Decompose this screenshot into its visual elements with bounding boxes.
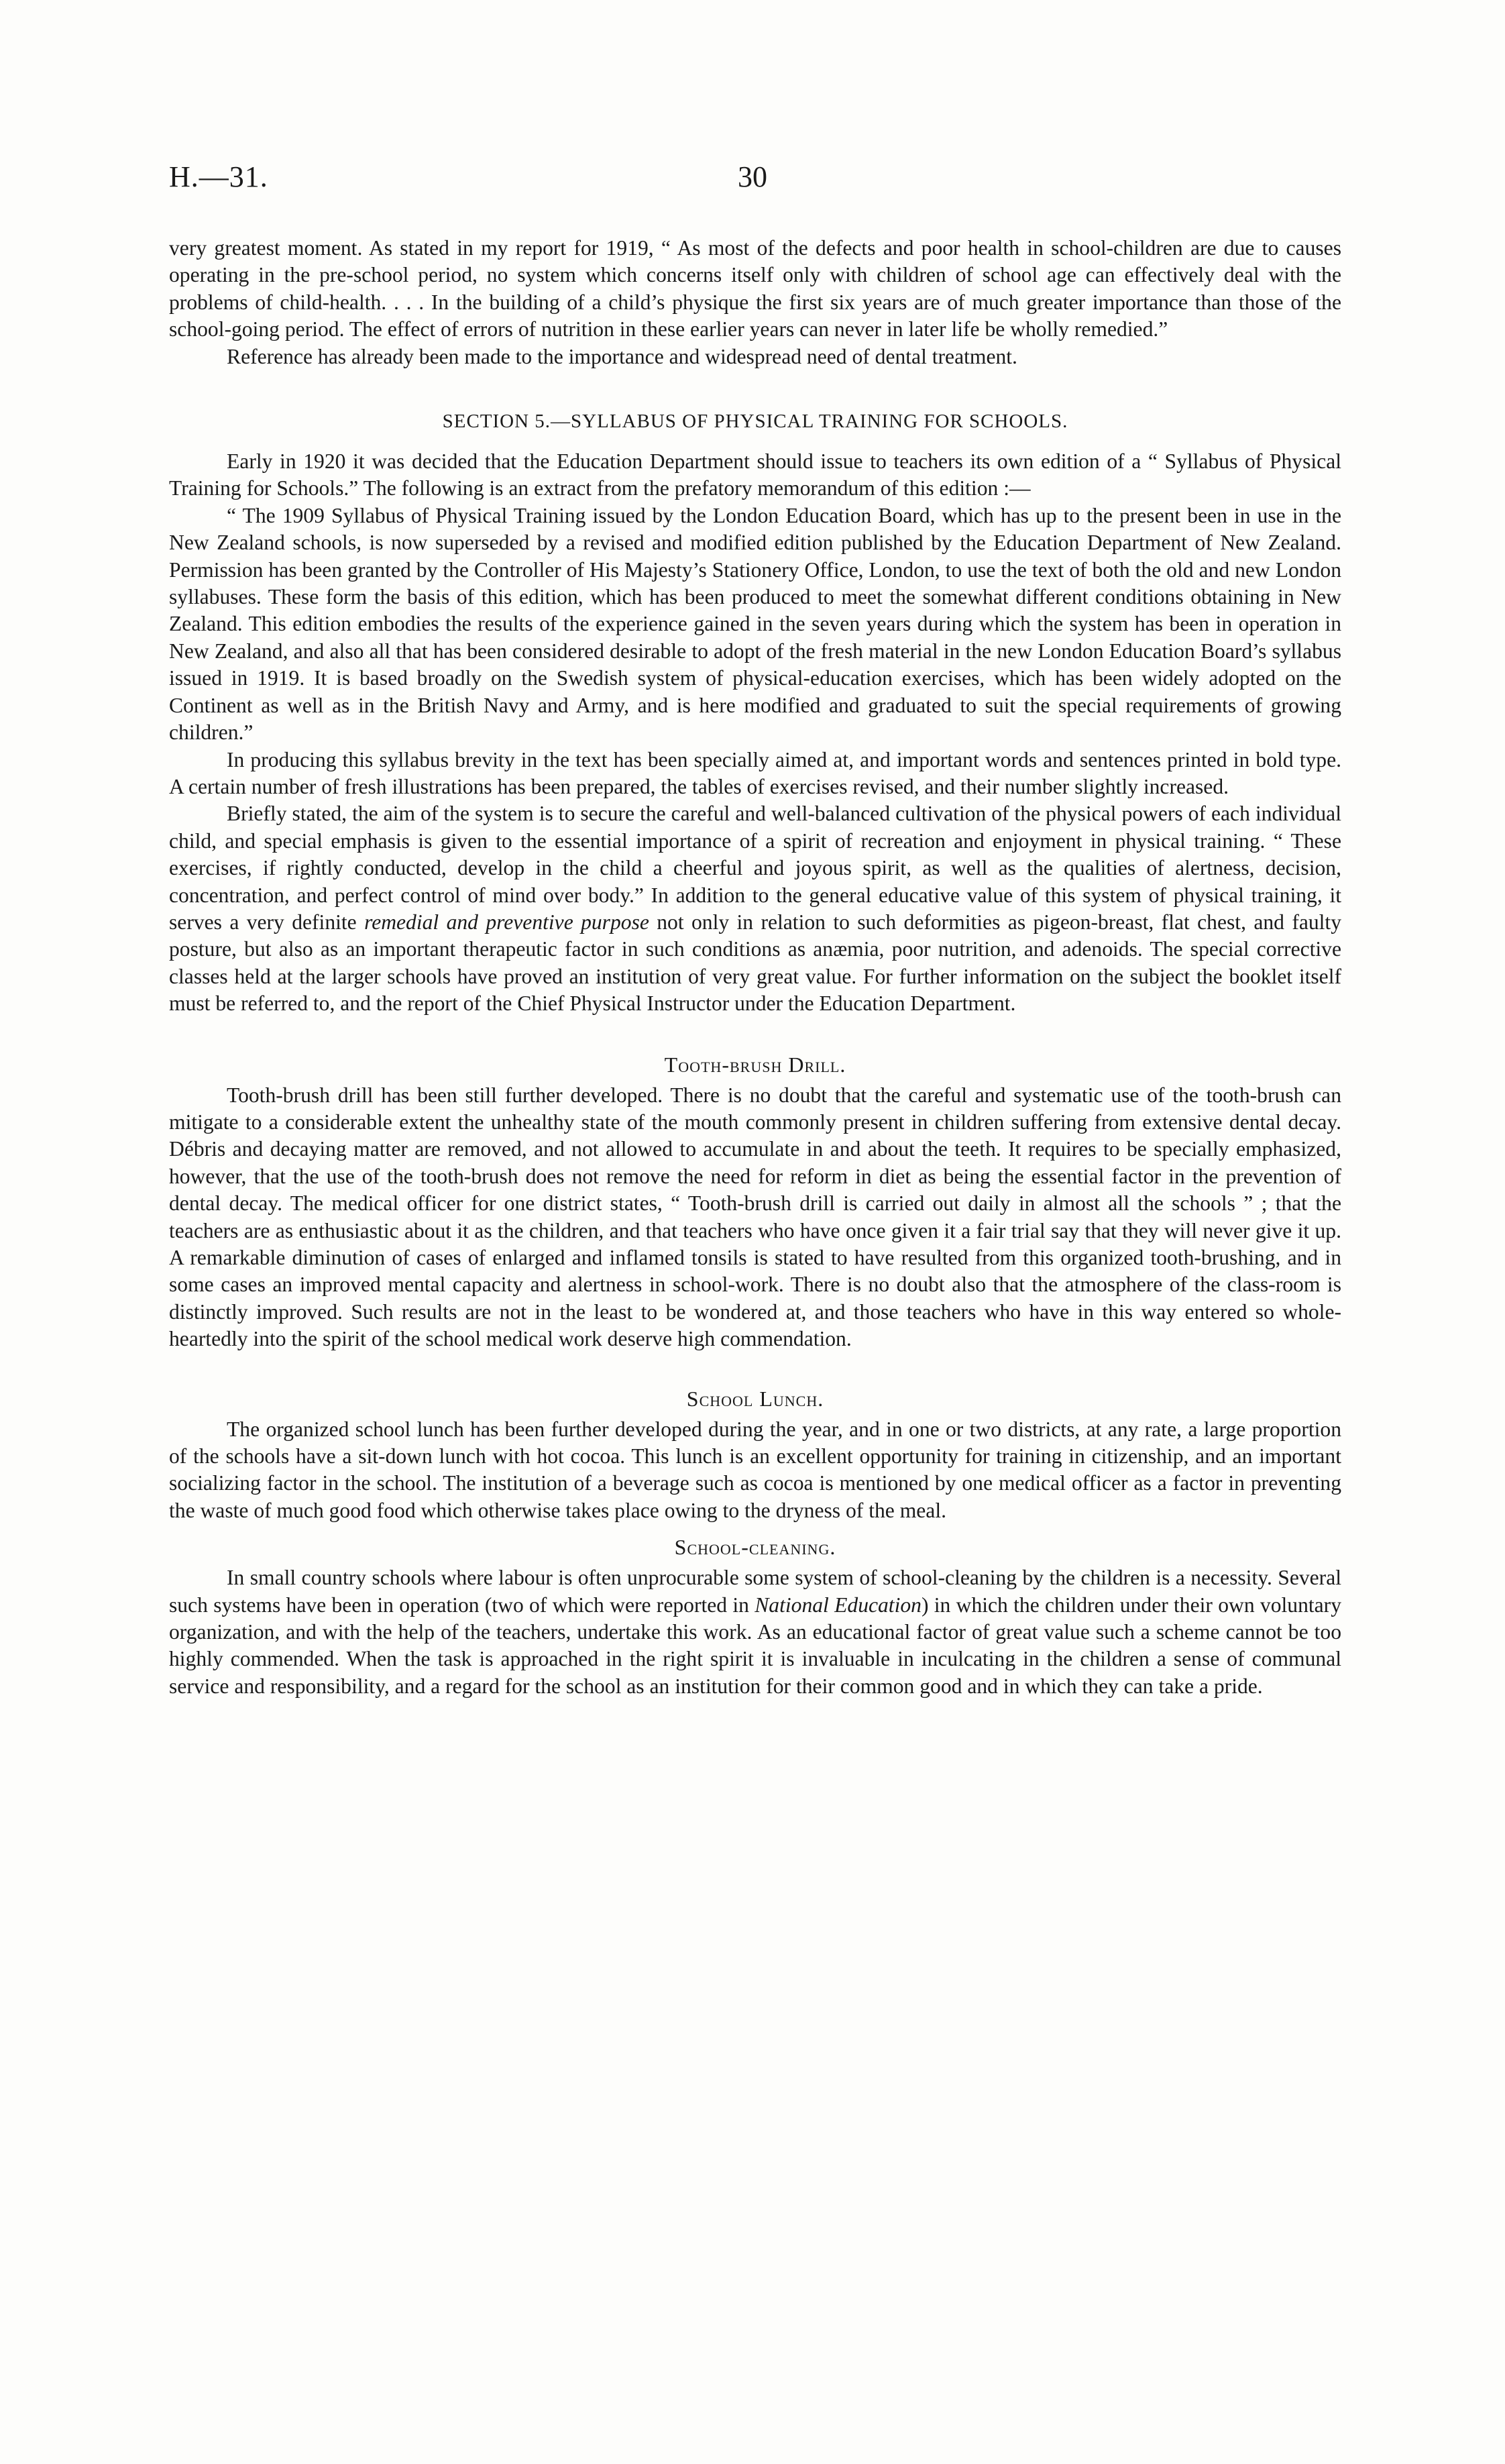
section-5-p4-text-b: not only in relation to such deformities as pigeon-breast, flat chest, and faulty posture, but also as an important therapeutic factor in such conditions as anæmia, poor nutrition, and adenoids. The special corrective classes held at the larger schools have proved an institution of very great value. For further information on the subject the booklet itself must be referred to, and the report of the Chief Physical Instructor under the Education Department. — [169, 910, 1342, 1016]
school-lunch-paragraph: The organized school lunch has been further developed during the year, and in one or two districts, at any rate, a large proportion of the schools have a sit-down lunch with hot cocoa. This lunch is an excellent opportunity for training in citizenship, and an important socializing factor in the school. The institution of a beverage such as cocoa is mentioned by one medical officer as a factor in preventing the waste of much good food which otherwise takes place owing to the dryness of the meal. — [169, 1417, 1341, 1522]
section-5-title: SECTION 5.—SYLLABUS OF PHYSICAL TRAINING FOR SCHOOLS. — [442, 411, 1068, 433]
toothbrush-drill-paragraph: Tooth-brush drill has been still further developed. There is no doubt that the careful and systematic use of the tooth-brush can mitigate to a considerable extent the unhealthy state of the mouth commonly present in children suffering from extensive dental decay. Débris and decaying matter are removed, and not allowed to accumulate in and about the teeth. It requires to be specially emphasized, however, that the use of the tooth-brush does not remove the need for reform in diet as being the essential factor in the prevention of dental decay. The medical officer for one district states, “ Tooth-brush drill is carried out daily in almost all the schools ” ; that the teachers are as enthusiastic about it as the children, and that teachers who have once given it a fair trial say that they will never give it up. A remarkable diminution of cases of enlarged and inflamed tonsils is stated to have resulted from this organized tooth-brushing, and in some cases an improved mental capacity and alertness in school-work. There is no doubt also that the atmosphere of the class-room is distinctly improved. Such results are not in the least to be wondered at, and those teachers who have in this way entered so whole-heartedly into the spirit of the school medical work deserve high commendation. — [169, 1083, 1341, 1351]
page-header — [169, 160, 1336, 207]
intro-paragraph: very greatest moment. As stated in my report for 1919, “ As most of the defects and poor health in school-children are due to causes operating in the pre-school period, no system which concerns itself only with children of school age can effectively deal with the problems of child-health. . . . In the building of a child’s physique the first six years are of much greater importance than those of the school-going period. The effect of errors of nutrition in these earlier years can never in later life be wholly remedied.” — [169, 236, 1341, 341]
school-cleaning-text-a: In small country schools where labour is often unprocurable some system of school-cleaning by the children is a necessity. Several such systems have been in operation (two of which were reported in — [169, 1566, 1341, 1617]
document-code: H.—31. — [169, 160, 268, 193]
page-body — [169, 235, 1341, 1700]
toothbrush-drill-heading: Tooth-brush Drill. — [664, 1052, 846, 1077]
school-cleaning-heading: School-cleaning. — [674, 1535, 836, 1560]
school-cleaning-emphasis: National Education — [755, 1593, 922, 1617]
page-number: 30 — [738, 160, 767, 193]
section-5-paragraph-1: Early in 1920 it was decided that the Education Department should issue to teachers its own edition of a “ Syllabus of Physical Training for Schools.” The following is an extract from the prefatory memorandum of this edition :— — [169, 449, 1341, 500]
section-5-paragraph-4 — [169, 800, 1341, 1017]
intro-paragraph-dental: Reference has already been made to the importance and widespread need of dental treatment. — [227, 344, 1017, 368]
school-cleaning-text-b: ) in which the children under their own voluntary organization, and with the help of the teachers, undertake this work. As an educational factor of great value such a scheme cannot be too highly commended. When the task is approached in the right spirit it is invaluable in inculcating in the children a sense of communal service and responsibility, and a regard for the school as an institution for their common good and in which they can take a pride. — [169, 1593, 1341, 1698]
section-5-quote: “ The 1909 Syllabus of Physical Training issued by the London Education Board, which has up to the present been in use in the New Zealand schools, is now superseded by a revised and modified edition published by the Education Department of New Zealand. Permission has been granted by the Controller of His Majesty’s Stationery Office, London, to use the text of both the old and new London syllabuses. These form the basis of this edition, which has been produced to meet the somewhat different conditions obtaining in New Zealand. This edition embodies the results of the experience gained in the seven years during which the system has been in operation in New Zealand, and also all that has been considered desirable to adopt of the fresh material in the new London Education Board’s syllabus issued in 1919. It is based broadly on the Swedish system of physical-education exercises, which has been widely adopted on the Continent as well as in the British Navy and Army, and is here modified and graduated to suit the special requirements of growing children.” — [169, 503, 1341, 745]
section-5-p4-text-a: Briefly stated, the aim of the system is to secure the careful and well-balanced cultivation of the physical powers of each individual child, and special emphasis is given to the essential importance of a spirit of recreation and enjoyment in physical training. “ These exercises, if rightly conducted, develop in the child a cheerful and joyous spirit, as well as the qualities of alertness, decision, concentration, and perfect control of mind over body.” In addition to the general educative value of this system of physical training, it serves a very definite — [169, 802, 1341, 934]
school-lunch-heading: School Lunch. — [686, 1386, 824, 1411]
school-cleaning-paragraph — [169, 1564, 1341, 1700]
section-5-paragraph-3: In producing this syllabus brevity in the text has been specially aimed at, and important words and sentences printed in bold type. A certain number of fresh illustrations has been prepared, the tables of exercises revised, and their number slightly increased. — [169, 747, 1341, 798]
section-5-p4-emphasis: remedial and preventive purpose — [364, 910, 649, 934]
